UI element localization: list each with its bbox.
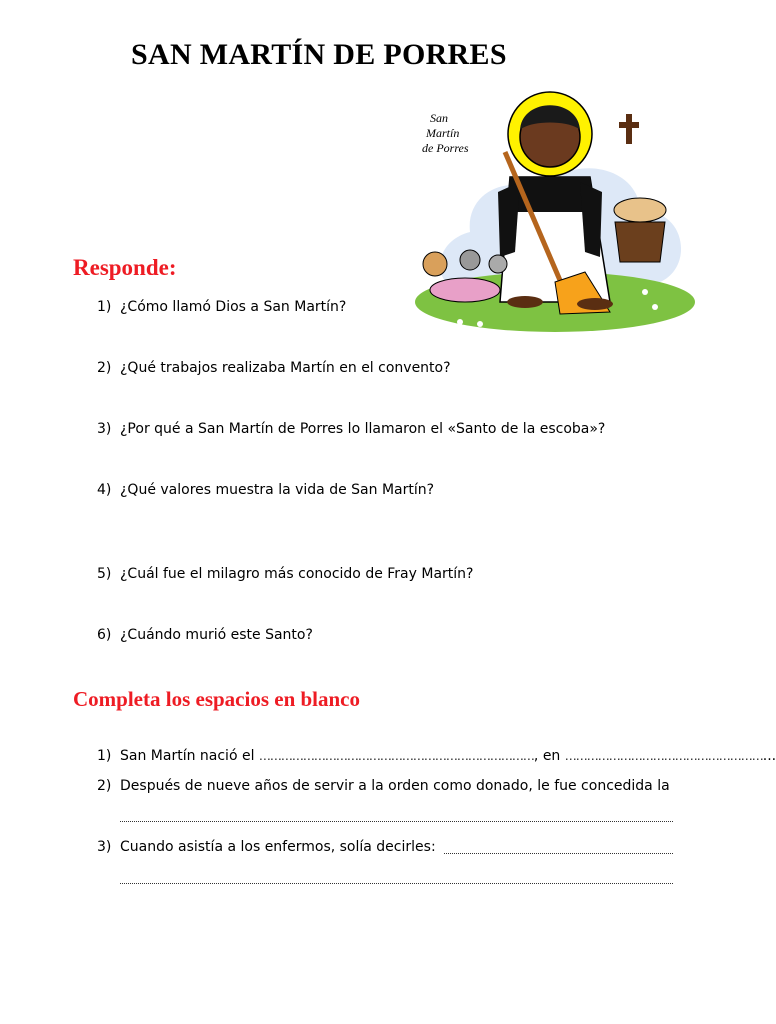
question-number: 4) bbox=[97, 482, 112, 498]
fill-in-item bbox=[97, 839, 436, 855]
item-number: 1) bbox=[97, 748, 112, 764]
blank-line[interactable] bbox=[120, 821, 673, 822]
cross-icon bbox=[619, 114, 639, 144]
question-item bbox=[97, 566, 473, 582]
question-text: ¿Qué valores muestra la vida de San Martín? bbox=[120, 482, 435, 498]
san-martin-illustration bbox=[410, 92, 690, 337]
illustration-caption-line1: San bbox=[430, 111, 448, 125]
question-number: 2) bbox=[97, 360, 112, 376]
question-text: ¿Cuándo murió este Santo? bbox=[120, 627, 313, 643]
item-text-a: San Martín nació el bbox=[120, 748, 255, 764]
fill-in-item bbox=[97, 778, 670, 794]
blank-line[interactable] bbox=[444, 853, 673, 854]
question-number: 1) bbox=[97, 299, 112, 315]
question-item bbox=[97, 360, 451, 376]
item-number: 2) bbox=[97, 778, 112, 794]
illustration-caption-line2: Martín bbox=[426, 126, 460, 140]
illustration-caption-line3: de Porres bbox=[422, 141, 469, 155]
item-end: ... bbox=[762, 748, 776, 764]
item-text: Después de nueve años de servir a la orden como donado, le fue concedida la bbox=[120, 778, 670, 794]
question-item bbox=[97, 627, 313, 643]
question-item bbox=[97, 482, 434, 498]
question-number: 6) bbox=[97, 627, 112, 643]
blank-date-b[interactable]: …………… bbox=[478, 749, 534, 763]
fill-in-item bbox=[97, 748, 776, 764]
question-item bbox=[97, 299, 346, 315]
item-text: Cuando asistía a los enfermos, solía decirles: bbox=[120, 839, 436, 855]
question-text: ¿Por qué a San Martín de Porres lo llamaron el «Santo de la escoba»? bbox=[120, 421, 606, 437]
question-number: 3) bbox=[97, 421, 112, 437]
blank-place[interactable]: ……………………………………………… bbox=[564, 749, 763, 763]
page-title: SAN MARTÍN DE PORRES bbox=[131, 38, 507, 71]
question-text: ¿Cuál fue el milagro más conocido de Fray Martín? bbox=[120, 566, 474, 582]
blank-date-a[interactable]: …………………………………………………… bbox=[258, 749, 479, 763]
question-number: 5) bbox=[97, 566, 112, 582]
section-heading-responde: Responde: bbox=[73, 255, 177, 280]
item-text-b: , en bbox=[533, 748, 561, 764]
section-heading-completa: Completa los espacios en blanco bbox=[73, 687, 361, 711]
question-item bbox=[97, 421, 605, 437]
blank-line[interactable] bbox=[120, 883, 673, 884]
question-text: ¿Qué trabajos realizaba Martín en el convento? bbox=[120, 360, 451, 376]
item-number: 3) bbox=[97, 839, 112, 855]
question-text: ¿Cómo llamó Dios a San Martín? bbox=[120, 299, 347, 315]
